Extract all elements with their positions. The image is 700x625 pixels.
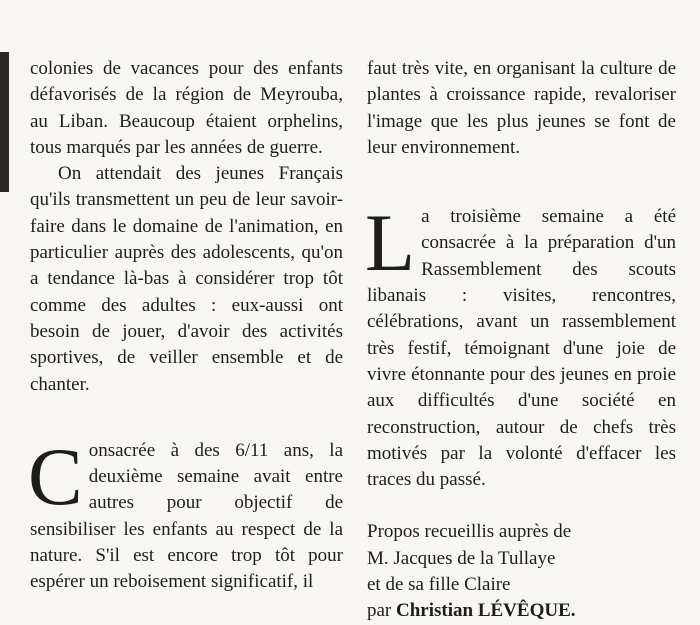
byline-line-2: M. Jacques de la Tullaye bbox=[367, 547, 556, 569]
byline-prefix: par bbox=[367, 600, 392, 622]
left-paragraph-1: colonies de vacances pour des enfants défavorisés de la région de Meyrouba, au Liban. Beaucoup étaient orphelins, tous marqués par les années de guerre. bbox=[30, 58, 343, 158]
left-paragraph-2: On attendait des jeunes Français qu'ils transmettent un peu de leur savoir-faire dans le domaine de l'animation, en particulier auprès des adolescents, qu'on a tendance là-bas à considérer trop tôt comme des adultes : eux-aussi ont besoin de jouer, d'avoir des activités sportives, de veiller ensemble et de chanter. bbox=[30, 163, 343, 395]
author-name: Christian LÉVÊQUE. bbox=[396, 600, 576, 622]
left-paragraph-3 bbox=[28, 430, 343, 596]
drop-cap-c: C bbox=[28, 430, 83, 522]
right-column bbox=[367, 56, 676, 625]
byline-line-4 bbox=[367, 598, 672, 624]
drop-cap-l: L bbox=[365, 197, 416, 289]
left-column bbox=[30, 56, 343, 596]
page-edge-mark bbox=[0, 52, 9, 192]
right-paragraph-1: faut très vite, en organisant la culture de plantes à croissance rapide, revaloriser l'image que les plus jeunes se font de leur environnement. bbox=[367, 58, 676, 158]
byline-line-3: et de sa fille Claire bbox=[367, 574, 511, 596]
right-paragraph-2 bbox=[365, 197, 676, 493]
byline bbox=[367, 519, 676, 624]
right-paragraph-2-text: a troisième semaine a été consacrée à la préparation d'un Rassemblement des scouts libanais : visites, rencontres, célébrations, avant un rassemblement très festif, témoignant d'une joie de vivre étonnante pour des jeunes en proie aux difficultés d'une société en reconstruction, autour de chefs très motivés par la volonté d'effacer les traces du passé. bbox=[367, 206, 676, 491]
byline-line-1: Propos recueillis auprès de bbox=[367, 521, 572, 543]
left-paragraph-3-text: onsacrée à des 6/11 ans, la deuxième semaine avait entre autres pour objectif de sensibiliser les enfants au respect de la nature. S'il est encore trop tôt pour espérer un reboisement significatif, il bbox=[30, 439, 343, 593]
